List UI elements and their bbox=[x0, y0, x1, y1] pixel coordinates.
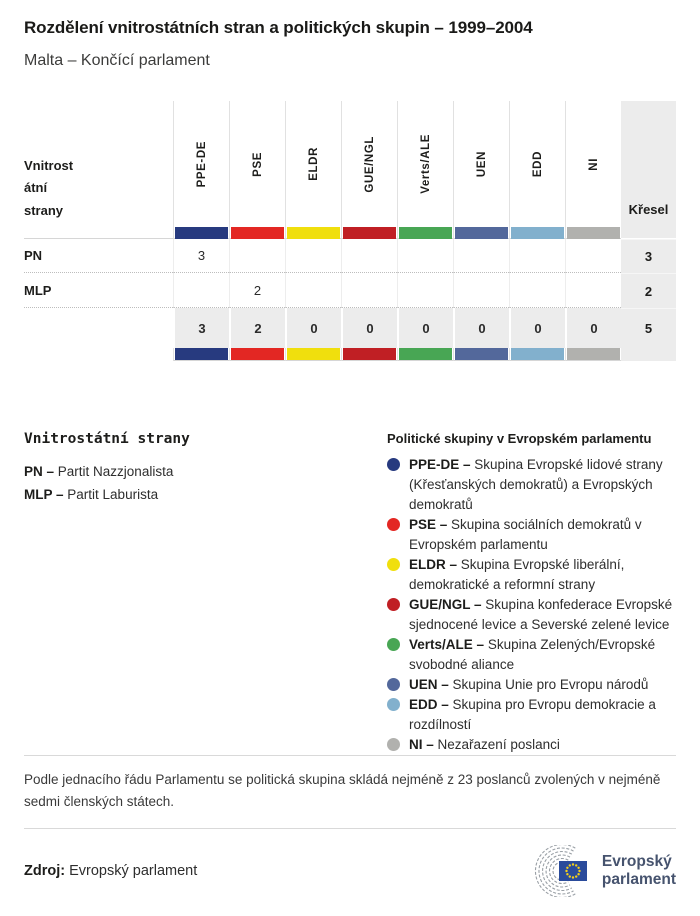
footnote: Podle jednacího řádu Parlamentu se politická skupina skládá nejméně z 23 poslanců zvolených v nejméně sedmi členských státech. bbox=[24, 772, 661, 809]
cell-mlp-uen bbox=[453, 273, 509, 308]
source-row bbox=[24, 835, 676, 907]
cell-pn-eldr bbox=[285, 239, 341, 273]
row-header-line: strany bbox=[24, 202, 64, 218]
legend-item-pse: PSE – Skupina sociálních demokratů v Evropském parlamentu bbox=[387, 515, 676, 555]
uen-color-dot-icon bbox=[387, 678, 400, 691]
color-strip-ni bbox=[565, 227, 621, 239]
ep-logo-wordmark: Evropský parlament bbox=[601, 853, 676, 888]
column-header-verts-ale: Verts/ALE bbox=[397, 101, 453, 227]
seats-table bbox=[24, 101, 676, 361]
political-groups-legend bbox=[387, 431, 676, 755]
edd-color-dot-icon bbox=[387, 698, 400, 711]
color-strip-ni bbox=[565, 348, 621, 361]
column-header-eldr: ELDR bbox=[285, 101, 341, 227]
color-strip-edd bbox=[509, 227, 565, 239]
total-ppe-de: 3 bbox=[173, 308, 229, 348]
cell-mlp-eldr bbox=[285, 273, 341, 308]
row-header-national-parties bbox=[24, 101, 173, 227]
color-strip-eldr bbox=[285, 348, 341, 361]
legend-item-uen: UEN – Skupina Unie pro Evropu národů bbox=[387, 675, 676, 695]
total-ni: 0 bbox=[565, 308, 621, 348]
column-header-pse: PSE bbox=[229, 101, 285, 227]
gue-ngl-color-dot-icon bbox=[387, 598, 400, 611]
color-strip-uen bbox=[453, 348, 509, 361]
legend-item-ppe-de: PPE-DE – Skupina Evropské lidové strany (Křesťanských demokratů) a Evropských demokratů bbox=[387, 455, 676, 515]
color-strip-edd bbox=[509, 348, 565, 361]
verts-ale-color-dot-icon bbox=[387, 638, 400, 651]
european-parliament-logo bbox=[522, 845, 676, 897]
cell-mlp-ni bbox=[565, 273, 621, 308]
cell-mlp-seats-total: 2 bbox=[621, 273, 676, 308]
source-text: Zdroj: Evropský parlament bbox=[24, 863, 198, 879]
row-header-line: Vnitrost bbox=[24, 157, 74, 173]
cell-pn-verts-ale bbox=[397, 239, 453, 273]
column-header-gue-ngl: GUE/NGL bbox=[341, 101, 397, 227]
color-strip-uen bbox=[453, 227, 509, 239]
eldr-color-dot-icon bbox=[387, 558, 400, 571]
page-title: Rozdělení vnitrostátních stran a politických skupin – 1999–2004 bbox=[24, 18, 533, 37]
page-subtitle: Malta – Končící parlament bbox=[24, 52, 210, 69]
legends bbox=[24, 431, 676, 755]
divider bbox=[24, 755, 676, 756]
legend-item-gue-ngl: GUE/NGL – Skupina konfederace Evropské sjednocené levice a Severské zelené levice bbox=[387, 595, 676, 635]
ppe-de-color-dot-icon bbox=[387, 458, 400, 471]
color-strip-eldr bbox=[285, 227, 341, 239]
total-pse: 2 bbox=[229, 308, 285, 348]
cell-mlp-verts-ale bbox=[397, 273, 453, 308]
column-header-ppe-de: PPE-DE bbox=[173, 101, 229, 227]
row-header-line: átní bbox=[24, 180, 48, 195]
legend-item-eldr: ELDR – Skupina Evropské liberální, demokratické a reformní strany bbox=[387, 555, 676, 595]
color-strip-ppe-de bbox=[173, 227, 229, 239]
strip-spacer bbox=[24, 227, 173, 239]
strip-seats-spacer bbox=[621, 348, 676, 361]
color-strip-pse bbox=[229, 227, 285, 239]
pse-color-dot-icon bbox=[387, 518, 400, 531]
cell-pn-edd bbox=[509, 239, 565, 273]
color-strip-verts-ale bbox=[397, 348, 453, 361]
column-header-ni: NI bbox=[565, 101, 621, 227]
strip-seats-spacer bbox=[621, 227, 676, 239]
total-seats: 5 bbox=[621, 308, 676, 348]
cell-pn-pse bbox=[229, 239, 285, 273]
column-header-seats: Křesel bbox=[621, 101, 676, 227]
totals-row-spacer bbox=[24, 308, 173, 348]
divider bbox=[24, 828, 676, 829]
national-parties-legend bbox=[24, 431, 387, 755]
cell-pn-ppe-de: 3 bbox=[173, 239, 229, 273]
legend-item-ni: NI – Nezařazení poslanci bbox=[387, 735, 676, 755]
color-strip-gue-ngl bbox=[341, 348, 397, 361]
party-row-label-mlp: MLP bbox=[24, 273, 173, 308]
total-uen: 0 bbox=[453, 308, 509, 348]
party-row-label-pn: PN bbox=[24, 239, 173, 273]
cell-pn-gue-ngl bbox=[341, 239, 397, 273]
color-strip-verts-ale bbox=[397, 227, 453, 239]
color-strip-gue-ngl bbox=[341, 227, 397, 239]
legend-item-mlp: MLP – Partit Laburista bbox=[24, 487, 159, 502]
strip-spacer bbox=[24, 348, 173, 361]
color-strip-pse bbox=[229, 348, 285, 361]
cell-pn-ni bbox=[565, 239, 621, 273]
ni-color-dot-icon bbox=[387, 738, 400, 751]
cell-mlp-edd bbox=[509, 273, 565, 308]
cell-pn-uen bbox=[453, 239, 509, 273]
national-parties-legend-title: Vnitrostátní strany bbox=[24, 431, 190, 447]
color-strip-ppe-de bbox=[173, 348, 229, 361]
total-verts-ale: 0 bbox=[397, 308, 453, 348]
cell-mlp-pse: 2 bbox=[229, 273, 285, 308]
legend-item-pn: PN – Partit Nazzjonalista bbox=[24, 464, 174, 479]
legend-item-edd: EDD – Skupina pro Evropu demokracie a rozdílností bbox=[387, 695, 676, 735]
political-groups-legend-title: Politické skupiny v Evropském parlamentu bbox=[387, 431, 652, 446]
legend-item-verts-ale: Verts/ALE – Skupina Zelených/Evropské svobodné aliance bbox=[387, 635, 676, 675]
cell-mlp-ppe-de bbox=[173, 273, 229, 308]
total-eldr: 0 bbox=[285, 308, 341, 348]
column-header-edd: EDD bbox=[509, 101, 565, 227]
cell-mlp-gue-ngl bbox=[341, 273, 397, 308]
ep-hemicycle-icon bbox=[522, 845, 592, 897]
column-header-uen: UEN bbox=[453, 101, 509, 227]
cell-pn-seats-total: 3 bbox=[621, 239, 676, 273]
total-gue-ngl: 0 bbox=[341, 308, 397, 348]
total-edd: 0 bbox=[509, 308, 565, 348]
